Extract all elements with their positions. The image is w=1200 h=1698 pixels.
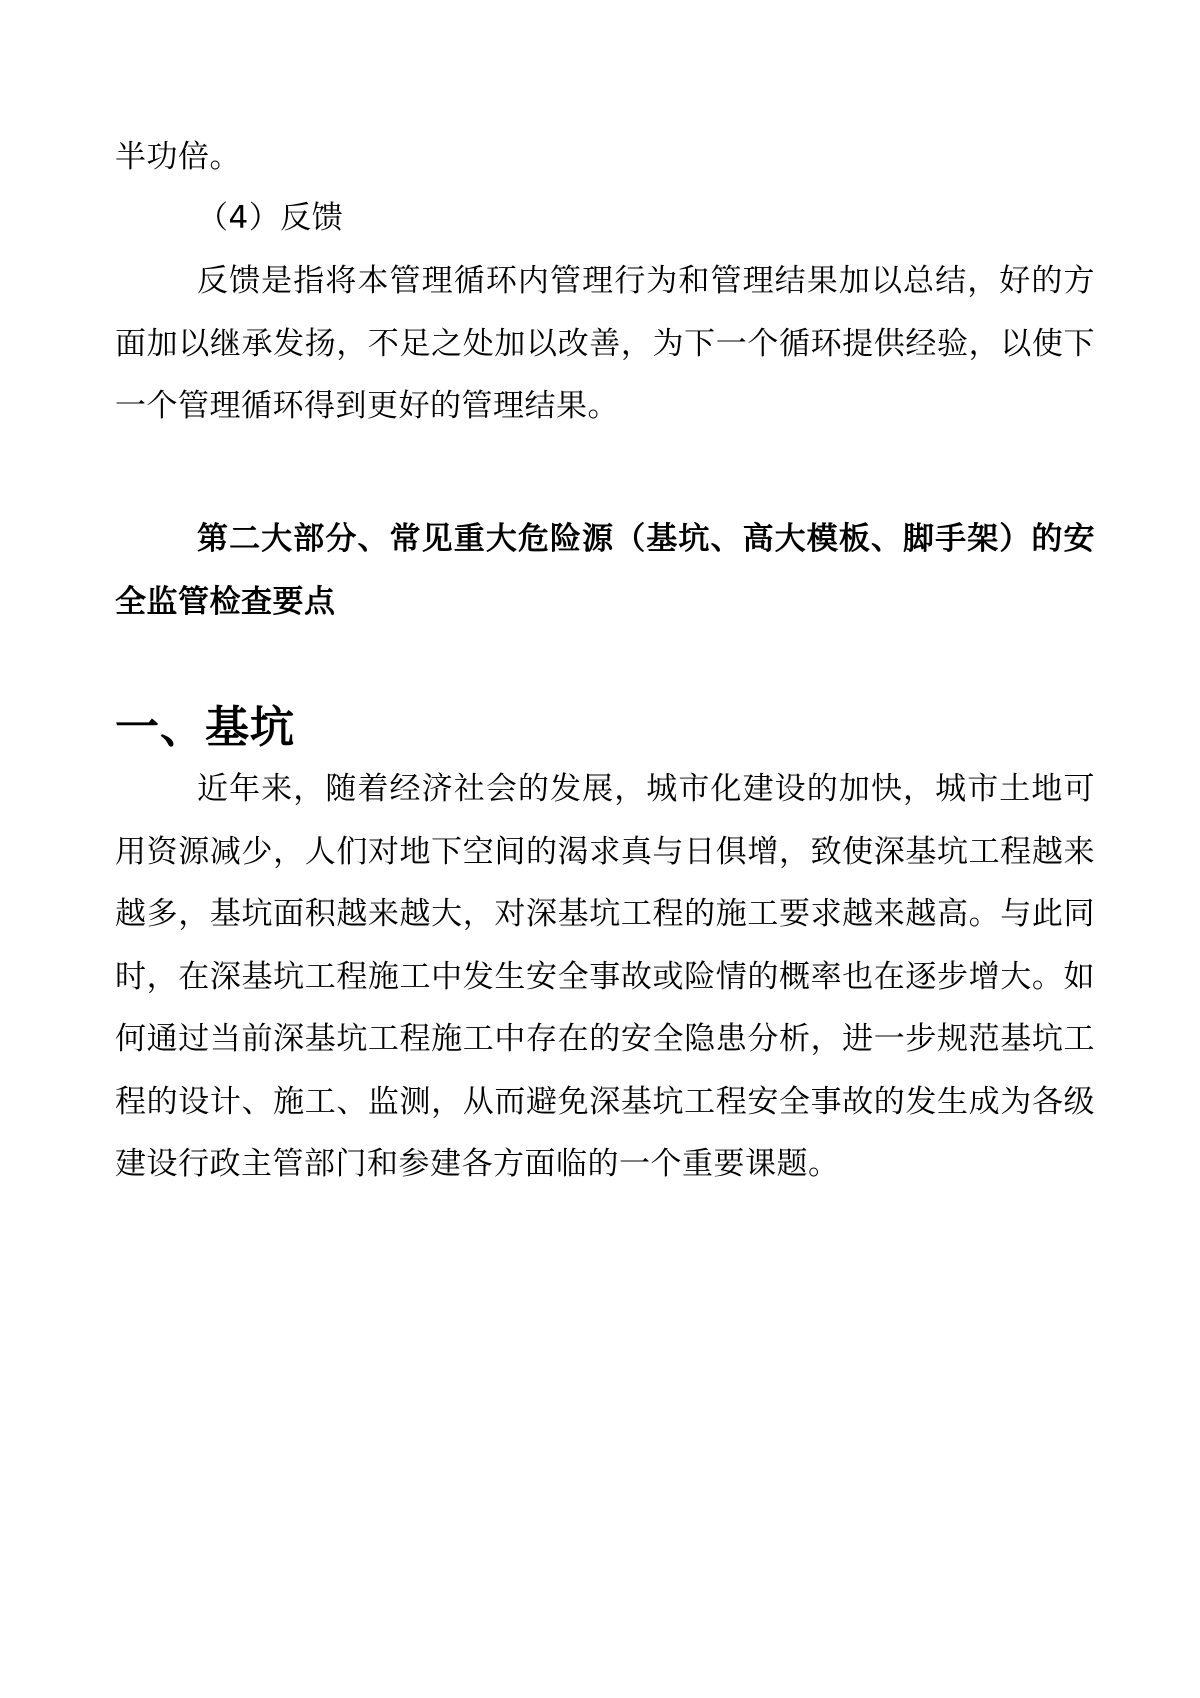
feedback-paragraph: 反馈是指将本管理循环内管理行为和管理结果加以总结，好的方面加以继承发扬，不足之处加以改善，为下一个循环提供经验，以使下一个管理循环得到更好的管理结果。 xyxy=(115,263,1095,424)
feedback-subheading: （4）反馈 xyxy=(197,200,344,236)
section-paragraph: 近年来，随着经济社会的发展，城市化建设的加快，城市土地可用资源减少，人们对地下空间的渴求真与日俱增，致使深基坑工程越来越多，基坑面积越来越大，对深基坑工程的施工要求越来越高。与此同时，在深基坑工程施工中发生安全事故或险情的概率也在逐步增大。如何通过当前深基坑工程施工中存在的安全隐患分析，进一步规范基坑工程的设计、施工、监测，从而避免深基坑工程安全事故的发生成为各级建设行政主管部门和参建各方面临的一个重要课题。 xyxy=(115,771,1095,1182)
paragraph-continuation: 半功倍。 xyxy=(115,139,241,175)
section-heading: 一、基坑 xyxy=(115,702,295,753)
part-heading: 第二大部分、常见重大危险源（基坑、高大模板、脚手架）的安全监管检查要点 xyxy=(115,521,1095,620)
